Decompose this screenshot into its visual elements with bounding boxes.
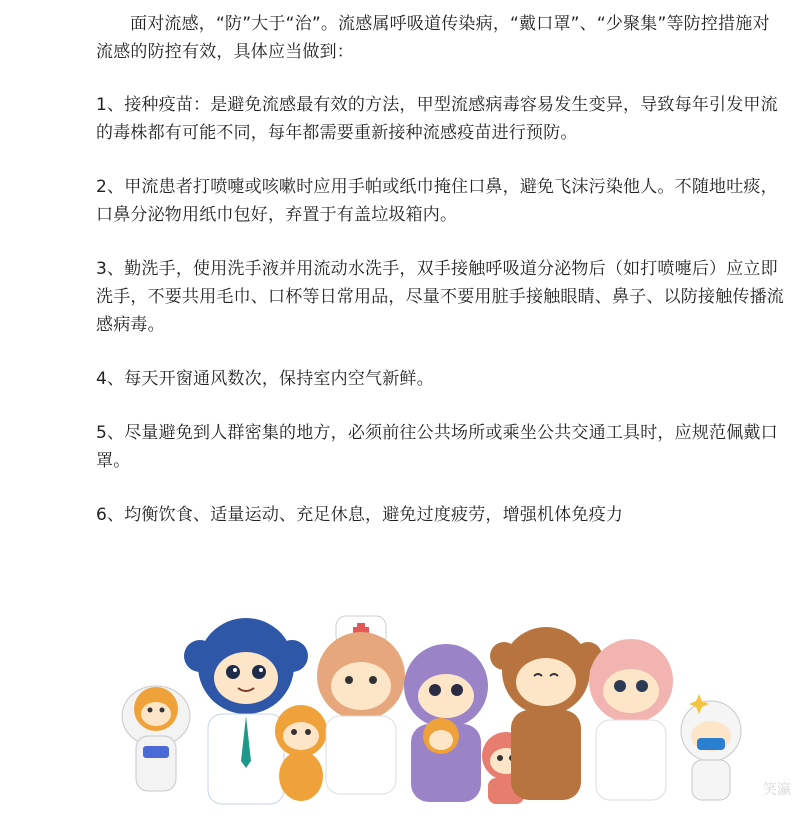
intro-paragraph: 面对流感，“防”大于“治”。流感属呼吸道传染病，“戴口罩”、“少聚集”等防控措施对流感的防控有效，具体应当做到： <box>96 14 770 62</box>
list-item-6: 6、均衡饮食、适量运动、充足休息，避免过度疲劳，增强机体免疫力 <box>96 505 624 525</box>
list-item-4: 4、每天开窗通风数次，保持室内空气新鲜。 <box>96 369 434 389</box>
watermark: 笑瀛 <box>763 782 791 798</box>
list-item-3: 3、勤洗手，使用洗手液并用流动水洗手，双手接触呼吸道分泌物后（如打喷嚏后）应立即洗手，不要共用毛巾、口杯等日常用品，尽量不要用脏手接触眼睛、鼻子、以防接触传播流感病毒。 <box>96 259 784 335</box>
list-item-1: 1、接种疫苗：是避免流感最有效的方法，甲型流感病毒容易发生变异，导致每年引发甲流的毒株都有可能不同，每年都需要重新接种流感疫苗进行预防。 <box>96 95 778 143</box>
pink-doctor-monkey <box>589 639 673 800</box>
list-item-5: 5、尽量避免到人群密集的地方，必须前往公共场所或乘坐公共交通工具时，应规范佩戴口罩。 <box>96 423 778 471</box>
astronaut-monkey <box>122 686 190 791</box>
monkey-mascot-group-illustration <box>96 586 776 811</box>
list-item-2: 2、甲流患者打喷嚏或咳嗽时应用手帕或纸巾掩住口鼻，避免飞沫污染他人。不随地吐痰，口鼻分泌物用纸巾包好，弃置于有盖垃圾箱内。 <box>96 177 778 225</box>
masked-astronaut-monkey <box>681 694 741 800</box>
purple-monkey <box>404 644 488 802</box>
nurse-monkey <box>317 616 405 794</box>
article-body <box>96 10 786 529</box>
